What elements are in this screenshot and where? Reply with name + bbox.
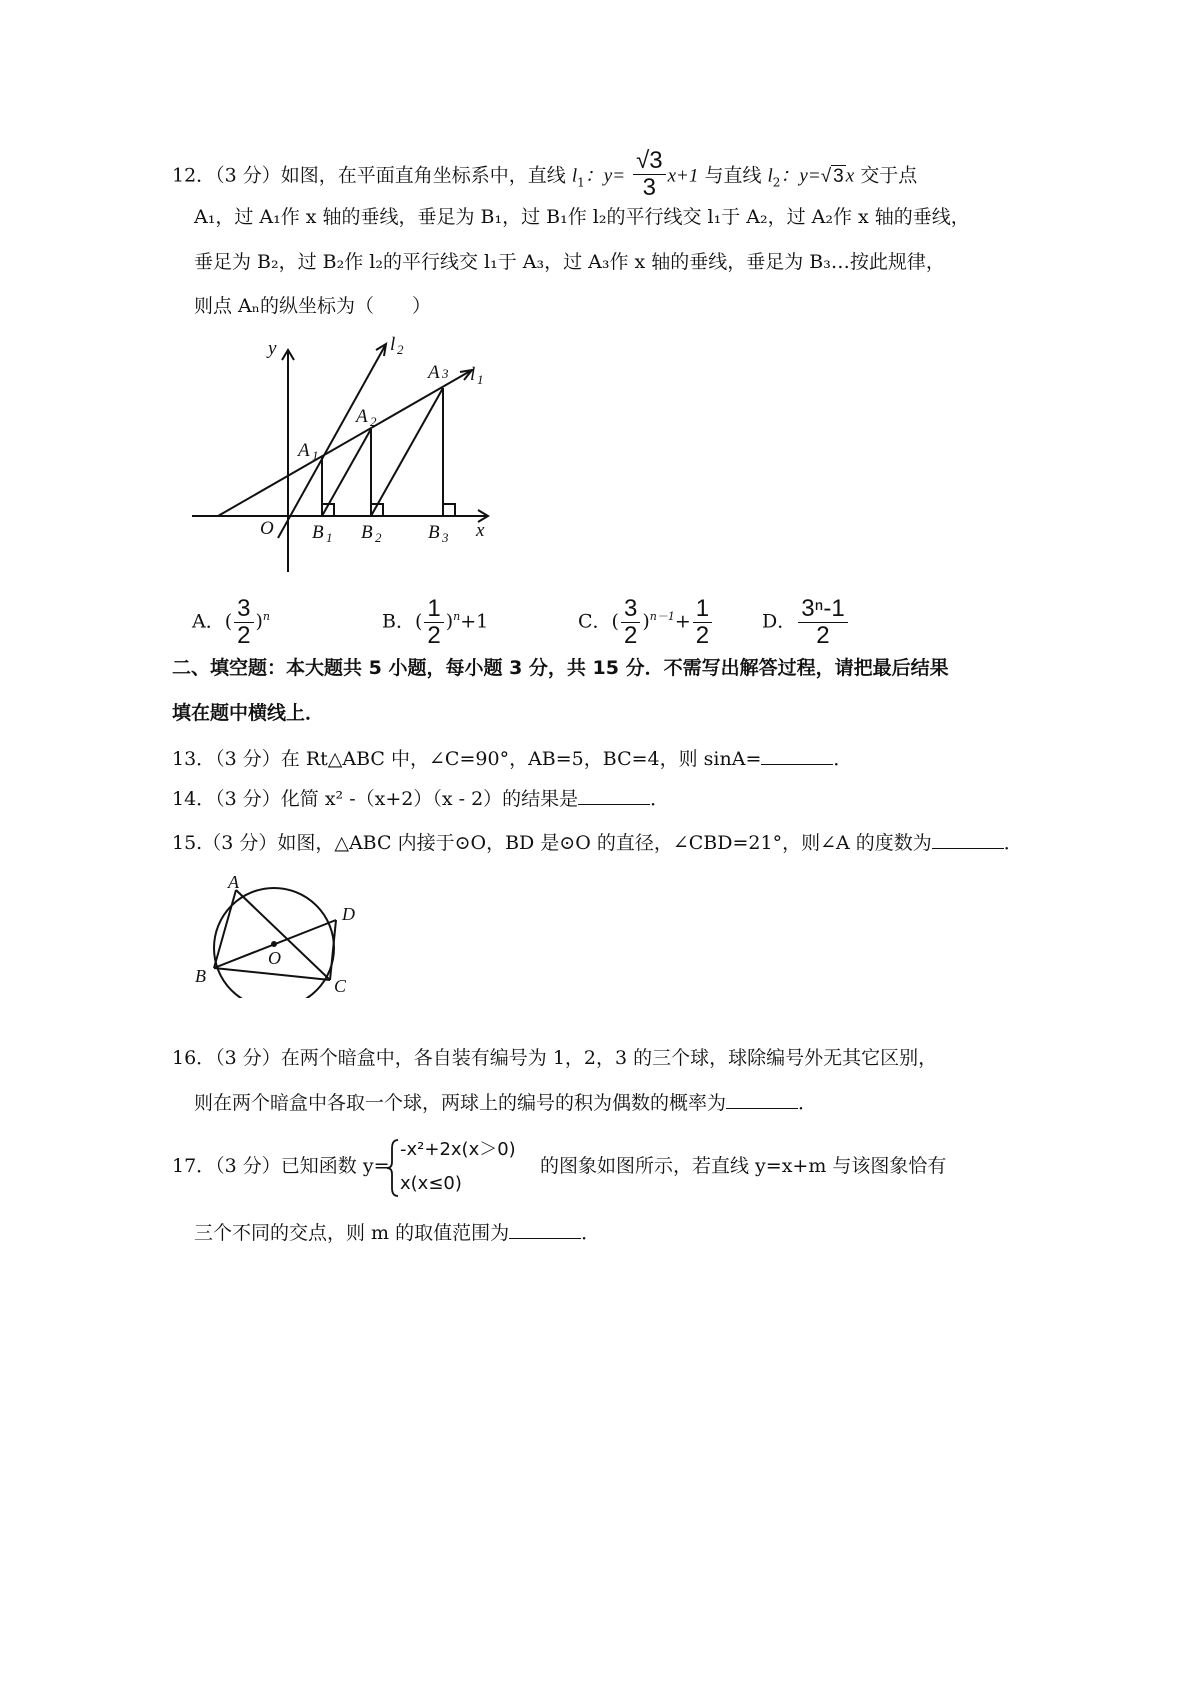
q17-brace bbox=[386, 1138, 400, 1198]
q12-fig-A1-sub: 1 bbox=[312, 448, 319, 463]
q16-line2 bbox=[194, 1090, 817, 1115]
q12-fig-A2-sub: 2 bbox=[370, 414, 377, 429]
q12-colon-y: ：y= bbox=[584, 165, 626, 187]
q12-option-c-num2: 1 bbox=[693, 596, 712, 623]
q12-figure bbox=[190, 330, 510, 580]
q15-fig-D: D bbox=[342, 904, 355, 924]
q15-center-dot bbox=[271, 941, 277, 947]
q12-l1-sub: 1 bbox=[577, 175, 585, 190]
q12-fig-A1: A bbox=[298, 440, 310, 461]
q12-option-d-num: 3ⁿ-1 bbox=[798, 596, 847, 623]
q12-fig-B3: B bbox=[428, 522, 440, 543]
q12-option-a-pow: n bbox=[262, 610, 271, 624]
q12-fig-B1-sub: 1 bbox=[326, 530, 333, 545]
q17-answer-blank[interactable] bbox=[509, 1220, 581, 1239]
q12-option-d-frac bbox=[798, 596, 847, 649]
q12-fraction bbox=[633, 148, 666, 201]
q16-line2-text: 则在两个暗盒中各取一个球，两球上的编号的积为偶数的概率为 bbox=[194, 1092, 727, 1114]
q14-answer-blank[interactable] bbox=[578, 786, 650, 805]
q12-fig-A3-sub: 3 bbox=[442, 366, 449, 381]
q12-option-b-frac bbox=[424, 596, 443, 649]
q12-sqrt-radicand: 3 bbox=[833, 165, 844, 187]
q12-fig-B3-sub: 3 bbox=[442, 530, 449, 545]
q12-option-b[interactable] bbox=[382, 596, 488, 649]
q13 bbox=[172, 746, 852, 771]
q13-text: 13．（3 分）在 Rt△ABC 中，∠C=90°，AB=5，BC=4，则 sinA= bbox=[172, 748, 762, 770]
q12-fig-A2: A bbox=[356, 406, 368, 427]
q12-option-a[interactable] bbox=[192, 596, 270, 649]
q17-case2: x(x≤0) bbox=[400, 1173, 462, 1194]
q17-case1: -x²+2x(x＞0) bbox=[400, 1139, 516, 1160]
q12-fig-x-label: x bbox=[476, 520, 485, 541]
section2-line1: 二、填空题：本大题共 5 小题，每小题 3 分，共 15 分．不需写出解答过程，请把最后结果 bbox=[172, 657, 949, 679]
q12-x-var: x bbox=[845, 165, 855, 187]
q15-fig-B: B bbox=[195, 966, 206, 986]
q12-frac-num: √3 bbox=[633, 148, 666, 175]
q12-option-c-close: ) bbox=[642, 610, 650, 633]
q12-x-plus-1: x+1 bbox=[667, 165, 699, 187]
q12-option-b-den: 2 bbox=[427, 622, 441, 649]
q16-end: ． bbox=[798, 1092, 818, 1114]
q12-fig-l2: l bbox=[390, 334, 396, 355]
q17-end: ． bbox=[581, 1222, 601, 1244]
q12-option-d-den: 2 bbox=[816, 622, 830, 649]
q12-option-b-close: ) bbox=[445, 610, 454, 633]
q13-answer-blank[interactable] bbox=[761, 746, 833, 765]
q12-fig-origin: O bbox=[260, 518, 274, 539]
q12-line2: A₁，过 A₁作 x 轴的垂线，垂足为 B₁，过 B₁作 l₂的平行线交 l₁于 A₂，过 A₂作 x 轴的垂线， bbox=[194, 206, 970, 228]
q12-option-d-label: D． bbox=[762, 610, 797, 633]
q12-y-eq: ：y= bbox=[780, 165, 821, 187]
q15-end: ． bbox=[1003, 832, 1023, 854]
q14-end: ． bbox=[650, 788, 670, 810]
q17-line2 bbox=[194, 1220, 600, 1245]
q12-l1: l bbox=[571, 165, 578, 187]
q12-option-b-label: B．( bbox=[382, 610, 423, 633]
q15-answer-blank[interactable] bbox=[932, 830, 1004, 849]
q12-fig-l1-sub: 1 bbox=[477, 372, 484, 387]
q12-option-a-num: 3 bbox=[234, 596, 253, 623]
q15-fig-C: C bbox=[334, 976, 347, 996]
q12-option-b-tail: +1 bbox=[460, 610, 489, 633]
q12-fig-l1: l bbox=[470, 364, 476, 385]
q12-fig-y-label: y bbox=[268, 338, 277, 359]
q12-lead: 12．（3 分）如图，在平面直角坐标系中，直线 bbox=[172, 164, 566, 187]
q12-line1 bbox=[172, 147, 918, 203]
q15-figure bbox=[190, 868, 370, 998]
q12-option-b-num: 1 bbox=[424, 596, 443, 623]
q12-frac-den: 3 bbox=[642, 174, 657, 201]
q12-fig-A3: A bbox=[428, 362, 440, 383]
q12-fig-B2: B bbox=[361, 522, 373, 543]
q12-tail: 交于点 bbox=[860, 164, 918, 187]
section2-line2: 填在题中横线上． bbox=[172, 702, 325, 724]
q12-line3: 垂足为 B₂，过 B₂作 l₂的平行线交 l₁于 A₃，过 A₃作 x 轴的垂线，垂足为 B₃…按此规律， bbox=[194, 251, 945, 273]
q12-option-c-frac2 bbox=[693, 596, 712, 649]
q12-l2: l bbox=[767, 165, 773, 187]
q12-option-c-den2: 2 bbox=[695, 622, 710, 649]
q12-line4: 则点 Aₙ的纵坐标为（ ） bbox=[194, 295, 431, 317]
q15-text: 15.（3 分）如图，△ABC 内接于⊙O，BD 是⊙O 的直径，∠CBD=21°，则∠A 的度数为 bbox=[172, 832, 932, 854]
q12-option-c-frac bbox=[621, 596, 640, 649]
q15 bbox=[172, 830, 1023, 855]
q14 bbox=[172, 786, 669, 811]
q12-option-b-pow: n bbox=[453, 610, 461, 624]
q16-line1: 16．（3 分）在两个暗盒中，各自装有编号为 1，2，3 的三个球，球除编号外无其它区别， bbox=[172, 1047, 938, 1069]
q15-fig-A: A bbox=[228, 872, 239, 892]
q12-option-c-label: C．( bbox=[578, 610, 619, 633]
q12-option-a-label: A．( bbox=[192, 610, 233, 633]
q15-fig-O: O bbox=[268, 948, 281, 968]
q13-end: ． bbox=[833, 748, 853, 770]
q12-option-a-den: 2 bbox=[237, 622, 251, 649]
q17-tail: 的图象如图所示，若直线 y=x+m 与该图象恰有 bbox=[540, 1155, 947, 1177]
q12-option-c-plus: + bbox=[674, 610, 691, 633]
q14-text: 14．（3 分）化简 x² -（x+2）（x - 2）的结果是 bbox=[172, 788, 579, 810]
q12-option-c-pow: n－1 bbox=[649, 610, 675, 624]
q12-option-c-num: 3 bbox=[621, 596, 640, 623]
q12-option-a-close: ) bbox=[255, 610, 263, 633]
q12-sqrt: √ 3 bbox=[820, 165, 844, 187]
q12-fig-B2-sub: 2 bbox=[375, 530, 382, 545]
q12-option-a-frac bbox=[234, 596, 253, 649]
q12-option-c-den: 2 bbox=[623, 622, 638, 649]
q17-lead: 17．（3 分）已知函数 y= bbox=[172, 1155, 390, 1177]
q17-line2-text: 三个不同的交点，则 m 的取值范围为 bbox=[194, 1222, 510, 1244]
q12-fig-B1: B bbox=[312, 522, 324, 543]
q12-option-d[interactable] bbox=[762, 596, 850, 649]
q12-l2-sub: 2 bbox=[772, 175, 781, 190]
q12-mid: 与直线 bbox=[704, 164, 762, 187]
q12-option-c[interactable] bbox=[578, 596, 714, 649]
q16-answer-blank[interactable] bbox=[726, 1090, 798, 1109]
q12-fig-l2-sub: 2 bbox=[397, 342, 404, 357]
